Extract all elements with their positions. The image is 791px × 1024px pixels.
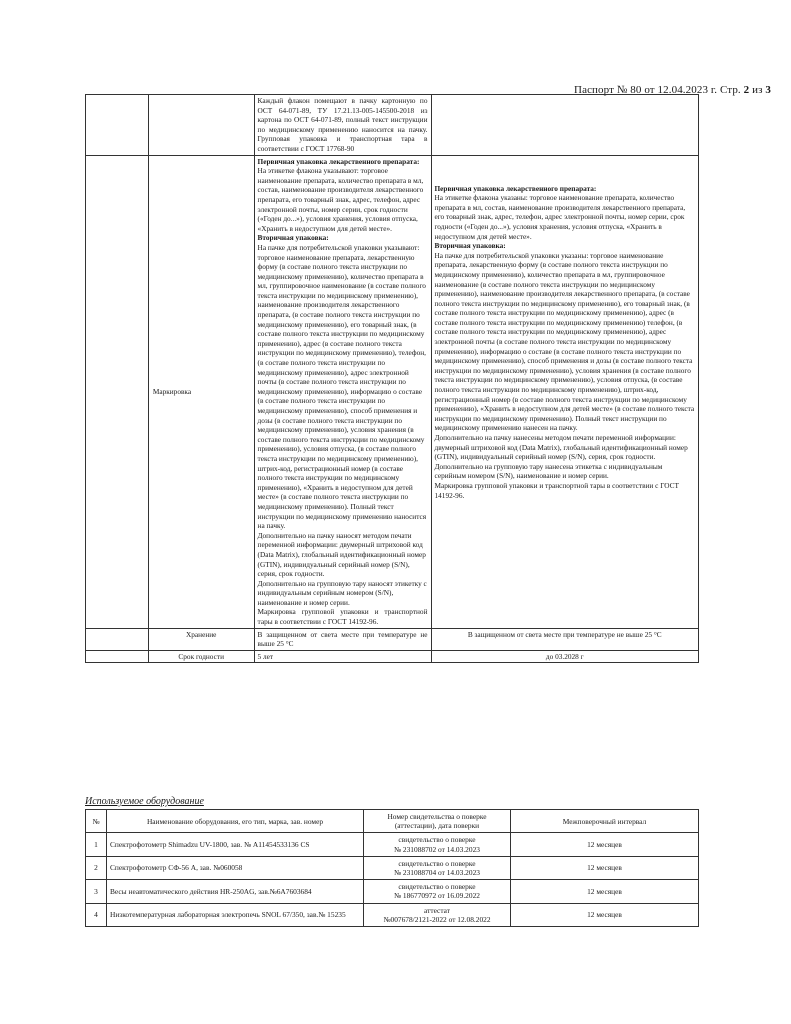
table-row — [86, 880, 699, 903]
shelf-life-row — [86, 650, 699, 663]
packaging-result — [431, 95, 699, 156]
row-name: Спектрофотометр Shimadzu UV-1800, зав. № А11454533136 CS — [107, 833, 364, 856]
row-num: 2 — [86, 856, 107, 879]
shelf-requirement: 5 лет — [254, 650, 431, 663]
row-name: Низкотемпературная лабораторная электропечь SNOL 67/350, зав.№ 15235 — [107, 903, 364, 926]
equipment-title: Используемое оборудование — [85, 796, 204, 807]
shelf-blank — [86, 650, 149, 663]
marking-req-secondary: На пачке для потребительской упаковки указывают: торговое наименование препарата, лекарственную форму (в составе полного текста инструкции по медицинскому применению), количество препарата в мл, группировочное наименование (в составе полного текста инструкции по медицинскому применению), наименование производителя лекарственного препарата, (в составе полного текста инструкции по медицинскому применению), его товарный знак, (в составе полного текста инструкции по медицинскому применению), адрес (в составе полного текста инструкции по медицинскому применению), телефон, (в составе полного текста инструкции по медицинскому применению), адрес электронной почты (в составе полного текста инструкции по медицинскому применению), информацию о составе (в составе полного текста инструкции по медицинскому применению), способ применения и дозы (в составе полного текста инструкции по медицинскому применению), условия хранения (в составе полного текста инструкции по медицинскому применению), условия отпуска, (в составе полного текста инструкции по медицинскому применению), штрих-код, регистрационный номер (в составе полного текста инструкции по медицинскому применению), «Хранить в недоступном для детей месте» (в составе полного текста инструкции по медицинскому применению). Полный текст инструкции по медицинскому применению наносится на пачку. — [257, 242, 427, 531]
header-interval: Межповерочный интервал — [511, 810, 699, 833]
marking-res-primary: На этикетке флакона указаны: торговое наименование препарата, количество препарата в мл, состав, наименование производителя лекарственного препарата, его товарный знак, адрес, телефон, адрес электронной почты, номер серии, срок годности («Годен до...»), условия хранения, условия отпуска, «Хранить в недоступном для детей месте». — [434, 193, 686, 241]
page-number: 2 — [743, 84, 750, 96]
storage-label: Хранение — [148, 628, 254, 650]
table-row — [86, 856, 699, 879]
marking-res-secondary: На пачке для потребительской упаковки указаны: торговое наименование препарата, лекарственную форму (в составе полного текста инструкции по медицинскому применению), количество препарата в мл, группировочное наименование (в составе полного текста инструкции по медицинскому применению), наименование производителя лекарственного препарата, (в составе полного текста инструкции по медицинскому применению), его товарный знак, (в составе полного текста инструкции по медицинскому применению), адрес (в составе полного текста инструкции по медицинскому применению) телефон, (в составе полного текста инструкции по медицинскому применению), адрес электронной почты (в составе полного текста инструкции по медицинскому применению), информацию о составе (в составе полного текста инструкции по медицинскому применению), способ применения и дозы (в составе полного текста инструкции по медицинскому применению), условия хранения (в составе полного текста инструкции по медицинскому применению), условия отпуска, (в составе полного текста инструкции по медицинскому применению), штрих-код, регистрационный номер (в составе полного текста инструкции по медицинскому применению), «Хранить в недоступном для детей месте» (в составе полного текста инструкции по медицинскому применению). Полный текст инструкции по медицинскому применению нанесен на пачку. — [434, 250, 695, 433]
row-name: Весы неавтоматического действия HR-250AG, зав.№6А7603684 — [107, 880, 364, 903]
row-cert — [364, 833, 511, 856]
marking-label: Маркировка — [148, 155, 254, 628]
row-name: Спектрофотометр СФ-56 А, зав. №060058 — [107, 856, 364, 879]
marking-req-extra1: Дополнительно на пачку наносят методом печати переменной информации: двумерный штриховой код (Data Matrix), глобальный идентификационный номер (GTIN), индивидуальный серийный номер (S/N), серия, срок годности. — [257, 530, 426, 579]
storage-result: В защищенном от света месте при температуре не выше 25 °С — [431, 628, 699, 650]
row-cert — [364, 880, 511, 903]
cert-line1: свидетельство о поверке — [398, 835, 476, 845]
marking-res-extra3: Маркировка групповой упаковки и транспортной тары в соответствии с ГОСТ 14192-96. — [434, 480, 679, 500]
marking-req-primary: На этикетке флакона указывают: торговое наименование препарата, количество препарата в мл, состав, наименование производителя лекарственного препарата, его товарный знак, адрес, телефон, адрес электронной почты, номер серии, срок годности («Годен до...»), условия хранения, условия отпуска, «Хранить в недоступном для детей месте». — [257, 166, 424, 233]
marking-res-extra2: Дополнительно на групповую тару нанесена этикетка с индивидуальным серийным номером (S/N), наименование и номер серии. — [434, 461, 663, 481]
cert-line1: свидетельство о поверке — [398, 858, 476, 868]
cert-line1: свидетельство о поверке — [398, 882, 476, 892]
row-num: 1 — [86, 833, 107, 856]
packaging-blank-1 — [86, 95, 149, 156]
passport-number: Паспорт № 80 от 12.04.2023 г. Стр. — [574, 84, 741, 96]
cert-line2: № 231088702 от 14.03.2023 — [394, 844, 480, 854]
storage-blank — [86, 628, 149, 650]
table-row — [86, 833, 699, 856]
row-interval: 12 месяцев — [511, 856, 699, 879]
specification-table — [85, 94, 699, 663]
row-interval: 12 месяцев — [511, 903, 699, 926]
table-row — [86, 903, 699, 926]
marking-blank — [86, 155, 149, 628]
storage-requirement: В защищенном от света месте при температуре не выше 25 °С — [254, 628, 431, 650]
row-cert — [364, 856, 511, 879]
header-name: Наименование оборудования, его тип, марка, зав. номер — [107, 810, 364, 833]
marking-req-extra3: Маркировка групповой упаковки и транспортной тары в соответствии с ГОСТ 14192-96. — [257, 607, 428, 627]
packaging-blank-2 — [148, 95, 254, 156]
cert-line2: № 231088704 от 14.03.2023 — [394, 868, 480, 878]
cert-line2: № 186770972 от 16.09.2022 — [394, 891, 480, 901]
row-num: 4 — [86, 903, 107, 926]
marking-req-primary-title: Первичная упаковка лекарственного препарата: — [257, 156, 420, 166]
row-cert — [364, 903, 511, 926]
marking-res-extra1: Дополнительно на пачку нанесены методом печати переменной информации: двумерный штриховой код (Data Matrix), глобальный идентификационный номер (GTIN), индивидуальный серийный номер (S/N), серия, срок годности. — [434, 433, 688, 462]
marking-requirement — [254, 155, 431, 628]
marking-row — [86, 155, 699, 628]
packaging-requirement: Каждый флакон помещают в пачку картонную по ОСТ 64-071-89, ТУ 17.21.13-005-145500-2018 из картона по ОСТ 64-071-89, полный текст инструкции по медицинскому применению наносится на пачку. Групповая упаковка и транспортная тара в соответствии с ГОСТ 17768-90 — [254, 95, 431, 156]
shelf-label: Срок годности — [148, 650, 254, 663]
packaging-row — [86, 95, 699, 156]
row-num: 3 — [86, 880, 107, 903]
page-total: 3 — [765, 84, 771, 96]
marking-res-secondary-title: Вторичная упаковка: — [434, 241, 506, 251]
storage-row — [86, 628, 699, 650]
marking-res-primary-title: Первичная упаковка лекарственного препарата: — [434, 183, 597, 193]
header-cert: Номер свидетельства о поверке (аттестации), дата поверки — [364, 810, 511, 833]
marking-req-secondary-title: Вторичная упаковка: — [257, 233, 329, 243]
row-interval: 12 месяцев — [511, 833, 699, 856]
page-sep: из — [752, 84, 763, 96]
header-num: № — [86, 810, 107, 833]
shelf-result: до 03.2028 г — [431, 650, 699, 663]
cert-line2: №007678/2121-2022 от 12.08.2022 — [383, 914, 491, 924]
marking-req-extra2: Дополнительно на групповую тару наносят этикетку с индивидуальным серийным номером (S/N), наименование и номер серии. — [257, 578, 427, 607]
marking-result — [431, 155, 699, 628]
row-interval: 12 месяцев — [511, 880, 699, 903]
cert-line1: аттестат — [424, 905, 450, 915]
equipment-table — [85, 809, 699, 927]
equipment-header-row — [86, 810, 699, 833]
